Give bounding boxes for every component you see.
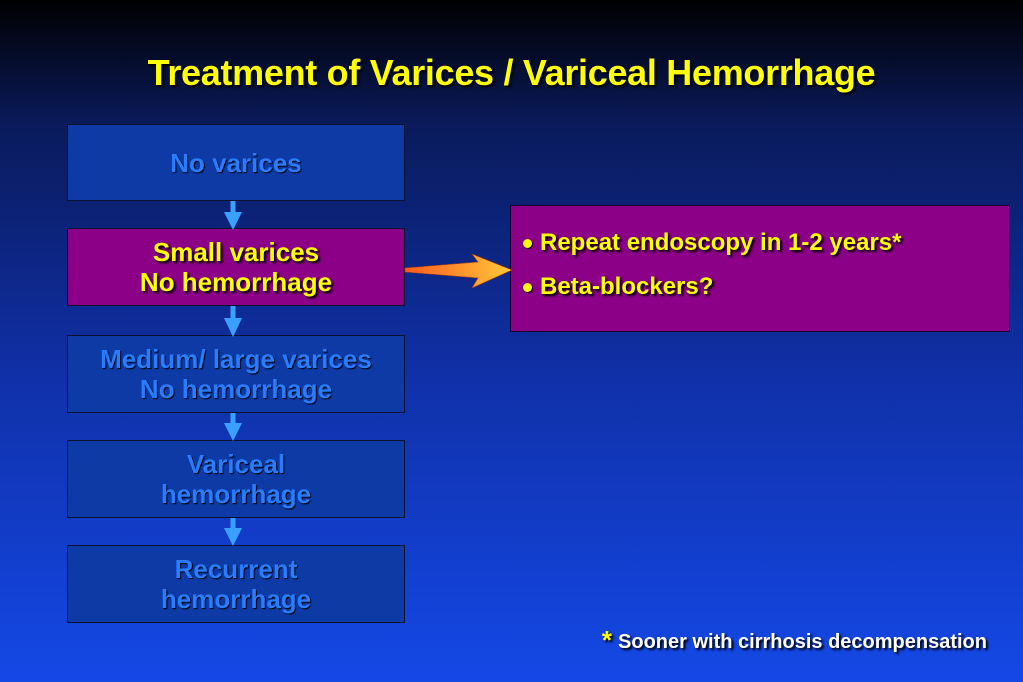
down-arrow-icon (224, 413, 242, 441)
down-arrow-icon (224, 518, 242, 546)
treatment-item-text: Beta-blockers? (540, 273, 714, 300)
footnote-marker: * (601, 625, 613, 655)
stage-label: Recurrent (174, 554, 298, 584)
footnote-text: Sooner with cirrhosis decompensation (618, 631, 987, 653)
stage-label: hemorrhage (160, 584, 312, 614)
right-arrow-icon (405, 254, 512, 288)
stage-label: No varices (170, 147, 302, 178)
treatment-item-text: Repeat endoscopy in 1-2 years* (540, 229, 902, 256)
stage-label: Medium/ large varices (100, 344, 372, 374)
stage-label: No hemorrhage (139, 374, 333, 404)
stage-label: Variceal (186, 449, 286, 479)
stage-label: No hemorrhage (139, 267, 333, 297)
stage-label: hemorrhage (160, 479, 312, 509)
slide-title: Treatment of Varices / Variceal Hemorrhage (147, 52, 876, 93)
stage-label: Small varices (152, 237, 320, 267)
down-arrow-icon (224, 201, 242, 230)
down-arrow-icon (224, 306, 242, 337)
footnote (602, 625, 987, 656)
